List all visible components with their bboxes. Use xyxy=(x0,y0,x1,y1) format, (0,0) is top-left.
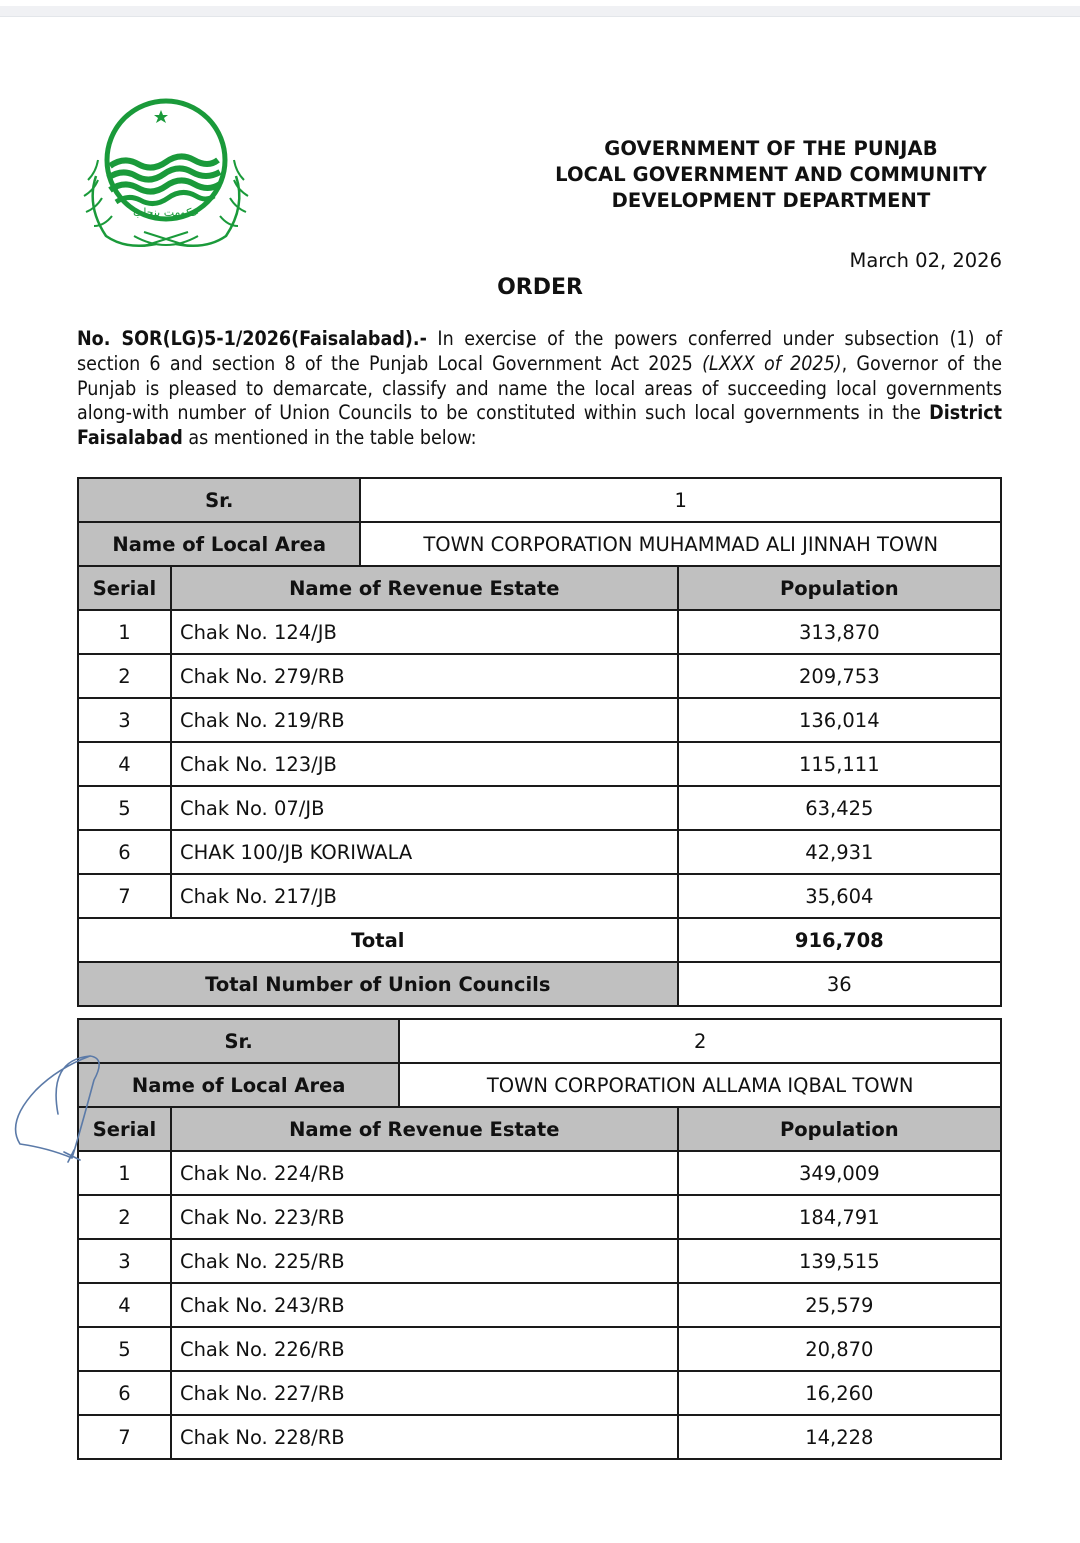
sr-label: Sr. xyxy=(78,1019,399,1063)
header-line-1: GOVERNMENT OF THE PUNJAB xyxy=(604,137,938,160)
estate-cell: Chak No. 219/RB xyxy=(171,698,678,742)
act-reference: (LXXX of 2025) xyxy=(702,351,842,375)
serial-cell: 3 xyxy=(78,698,171,742)
estate-cell: Chak No. 228/RB xyxy=(171,1415,678,1459)
estate-cell: Chak No. 223/RB xyxy=(171,1195,678,1239)
table-row xyxy=(78,1195,1001,1239)
local-area-row xyxy=(78,522,1001,566)
order-title: ORDER xyxy=(497,275,583,300)
serial-cell: 1 xyxy=(78,610,171,654)
estate-cell: Chak No. 07/JB xyxy=(171,786,678,830)
total-row xyxy=(78,918,1001,962)
estate-cell: Chak No. 123/JB xyxy=(171,742,678,786)
table-row xyxy=(78,874,1001,918)
column-header-row xyxy=(78,566,1001,610)
population-header: Population xyxy=(678,1107,1001,1151)
population-cell: 16,260 xyxy=(678,1371,1001,1415)
local-area-table-2 xyxy=(77,1018,1002,1460)
estate-cell: Chak No. 227/RB xyxy=(171,1371,678,1415)
estate-cell: Chak No. 226/RB xyxy=(171,1327,678,1371)
serial-header: Serial xyxy=(78,566,171,610)
svg-text:حکومت پنجاب: حکومت پنجاب xyxy=(133,206,199,219)
total-label: Total xyxy=(78,918,678,962)
serial-header: Serial xyxy=(78,1107,171,1151)
sr-value: 2 xyxy=(399,1019,1001,1063)
order-date: March 02, 2026 xyxy=(849,249,1002,272)
estate-cell: Chak No. 217/JB xyxy=(171,874,678,918)
estate-cell: Chak No. 124/JB xyxy=(171,610,678,654)
table-row xyxy=(78,1415,1001,1459)
table-row xyxy=(78,610,1001,654)
serial-cell: 5 xyxy=(78,1327,171,1371)
population-cell: 209,753 xyxy=(678,654,1001,698)
population-cell: 63,425 xyxy=(678,786,1001,830)
intro-text-2: , Governor of the Punjab is pleased to demarcate, classify and name the local areas of succeeding local governments along-with number of Union Councils to be constituted within such local governments in the xyxy=(77,351,1003,425)
table-row xyxy=(78,1151,1001,1195)
intro-text-1: In exercise of the powers conferred under subsection (1) of section 6 and section 8 of the Punjab Local Government Act 2025 xyxy=(77,327,1002,375)
population-cell: 139,515 xyxy=(678,1239,1001,1283)
sr-row xyxy=(78,1019,1001,1063)
local-area-label: Name of Local Area xyxy=(78,1063,399,1107)
table-row xyxy=(78,698,1001,742)
estate-header: Name of Revenue Estate xyxy=(171,1107,678,1151)
table-row xyxy=(78,1239,1001,1283)
union-councils-value: 36 xyxy=(678,962,1001,1006)
population-cell: 184,791 xyxy=(678,1195,1001,1239)
table-row xyxy=(78,742,1001,786)
punjab-emblem-icon xyxy=(74,96,258,252)
estate-cell: Chak No. 243/RB xyxy=(171,1283,678,1327)
population-cell: 25,579 xyxy=(678,1283,1001,1327)
population-cell: 313,870 xyxy=(678,610,1001,654)
header-line-3: DEVELOPMENT DEPARTMENT xyxy=(611,189,931,212)
population-cell: 20,870 xyxy=(678,1327,1001,1371)
serial-cell: 6 xyxy=(78,830,171,874)
union-councils-label: Total Number of Union Councils xyxy=(78,962,678,1006)
serial-cell: 7 xyxy=(78,874,171,918)
serial-cell: 7 xyxy=(78,1415,171,1459)
table-row xyxy=(78,1283,1001,1327)
union-councils-row xyxy=(78,962,1001,1006)
population-cell: 42,931 xyxy=(678,830,1001,874)
department-header xyxy=(540,136,1002,214)
local-area-value: TOWN CORPORATION MUHAMMAD ALI JINNAH TOWN xyxy=(360,522,1001,566)
order-intro-paragraph xyxy=(77,327,1002,451)
population-cell: 115,111 xyxy=(678,742,1001,786)
table-row xyxy=(78,830,1001,874)
header-line-2: LOCAL GOVERNMENT AND COMMUNITY xyxy=(555,163,987,186)
sr-label: Sr. xyxy=(78,478,360,522)
serial-cell: 2 xyxy=(78,1195,171,1239)
local-area-value: TOWN CORPORATION ALLAMA IQBAL TOWN xyxy=(399,1063,1001,1107)
estate-cell: Chak No. 225/RB xyxy=(171,1239,678,1283)
serial-cell: 1 xyxy=(78,1151,171,1195)
sr-row xyxy=(78,478,1001,522)
estate-cell: CHAK 100/JB KORIWALA xyxy=(171,830,678,874)
intro-text-3: as mentioned in the table below: xyxy=(182,426,477,450)
district-name: District Faisalabad xyxy=(77,401,1002,450)
column-header-row xyxy=(78,1107,1001,1151)
serial-cell: 6 xyxy=(78,1371,171,1415)
local-area-row xyxy=(78,1063,1001,1107)
signature-initial-icon xyxy=(8,1052,108,1167)
viewer-top-bar xyxy=(0,6,1080,17)
table-row xyxy=(78,1371,1001,1415)
total-population: 916,708 xyxy=(678,918,1001,962)
serial-cell: 4 xyxy=(78,742,171,786)
table-row xyxy=(78,786,1001,830)
table-row xyxy=(78,654,1001,698)
population-cell: 35,604 xyxy=(678,874,1001,918)
order-reference-number: No. SOR(LG)5-1/2026(Faisalabad).- xyxy=(77,327,427,350)
population-cell: 349,009 xyxy=(678,1151,1001,1195)
population-header: Population xyxy=(678,566,1001,610)
estate-cell: Chak No. 279/RB xyxy=(171,654,678,698)
estate-cell: Chak No. 224/RB xyxy=(171,1151,678,1195)
serial-cell: 3 xyxy=(78,1239,171,1283)
sr-value: 1 xyxy=(360,478,1001,522)
serial-cell: 2 xyxy=(78,654,171,698)
estate-header: Name of Revenue Estate xyxy=(171,566,678,610)
local-area-table-1 xyxy=(77,477,1002,1007)
serial-cell: 5 xyxy=(78,786,171,830)
table-row xyxy=(78,1327,1001,1371)
population-cell: 14,228 xyxy=(678,1415,1001,1459)
population-cell: 136,014 xyxy=(678,698,1001,742)
serial-cell: 4 xyxy=(78,1283,171,1327)
local-area-label: Name of Local Area xyxy=(78,522,360,566)
